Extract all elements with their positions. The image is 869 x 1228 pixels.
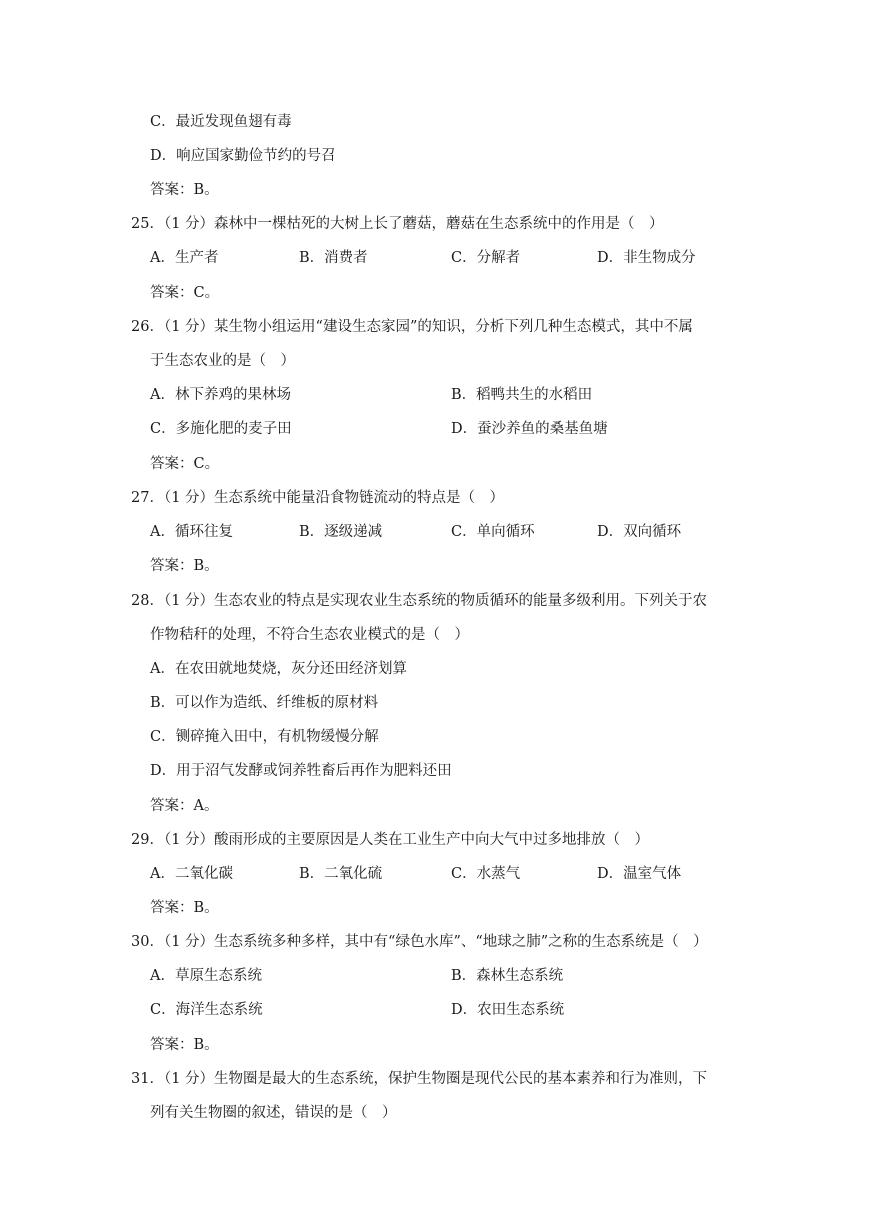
question-27-option-b: B．逐级递减 (299, 524, 383, 540)
question-28-option-c: C．铡碎掩入田中，有机物缓慢分解 (150, 729, 379, 745)
answer-25: 答案：C。 (150, 285, 220, 301)
question-30-option-b: B．森林生态系统 (451, 968, 564, 984)
question-24-option-d: D．响应国家勤俭节约的号召 (150, 148, 336, 164)
question-27-option-d: D．双向循环 (597, 524, 682, 540)
question-29-option-c: C．水蒸气 (451, 866, 521, 882)
question-27-stem: 27．（1 分）生态系统中能量沿食物链流动的特点是（ ） (131, 490, 505, 506)
question-26-option-b: B．稻鸭共生的水稻田 (451, 387, 593, 403)
question-28-option-a: A．在农田就地焚烧，灰分还田经济划算 (150, 661, 407, 677)
question-31-stem: 31．（1 分）生物圈是最大的生态系统，保护生物圈是现代公民的基本素养和行为准则，下 (131, 1071, 708, 1087)
question-31-stem-continued: 列有关生物圈的叙述，错误的是（ ） (150, 1105, 397, 1121)
question-25-stem: 25．（1 分）森林中一棵枯死的大树上长了蘑菇，蘑菇在生态系统中的作用是（ ） (131, 216, 664, 232)
question-25-option-c: C．分解者 (451, 250, 521, 266)
question-30-option-c: C．海洋生态系统 (150, 1002, 263, 1018)
answer-30: 答案：B。 (150, 1037, 219, 1053)
question-28-option-d: D．用于沼气发酵或饲养牲畜后再作为肥料还田 (150, 763, 452, 779)
question-25-option-a: A．生产者 (150, 250, 219, 266)
question-27-option-a: A．循环往复 (150, 524, 233, 540)
answer-27: 答案：B。 (150, 558, 219, 574)
question-28-stem-continued: 作物秸秆的处理，不符合生态农业模式的是（ ） (150, 627, 469, 643)
question-26-stem: 26．（1 分）某生物小组运用“建设生态家园”的知识，分析下列几种生态模式，其中不属 (131, 319, 693, 335)
question-29-stem: 29．（1 分）酸雨形成的主要原因是人类在工业生产中向大气中过多地排放（ ） (131, 832, 650, 848)
question-30-option-a: A．草原生态系统 (150, 968, 262, 984)
question-28-stem: 28．（1 分）生态农业的特点是实现农业生态系统的物质循环的能量多级利用。下列关于农 (131, 593, 708, 609)
question-26-option-a: A．林下养鸡的果林场 (150, 387, 291, 403)
question-29-option-b: B．二氧化硫 (299, 866, 383, 882)
answer-28: 答案：A。 (150, 798, 219, 814)
question-29-option-a: A．二氧化碳 (150, 866, 233, 882)
answer-29: 答案：B。 (150, 900, 219, 916)
question-26-option-d: D．蚕沙养鱼的桑基鱼塘 (451, 421, 608, 437)
answer-24: 答案：B。 (150, 182, 219, 198)
question-29-option-d: D．温室气体 (597, 866, 682, 882)
answer-26: 答案：C。 (150, 456, 220, 472)
question-26-stem-continued: 于生态农业的是（ ） (150, 353, 295, 369)
question-27-option-c: C．单向循环 (451, 524, 535, 540)
question-30-stem: 30．（1 分）生态系统多种多样，其中有“绿色水库”、“地球之肺”之称的生态系统是（ ） (131, 934, 708, 950)
question-30-option-d: D．农田生态系统 (451, 1002, 565, 1018)
question-24-option-c: C．最近发现鱼翅有毒 (150, 114, 292, 130)
question-26-option-c: C．多施化肥的麦子田 (150, 421, 292, 437)
question-28-option-b: B．可以作为造纸、纤维板的原材料 (150, 695, 379, 711)
question-25-option-b: B．消费者 (299, 250, 368, 266)
question-25-option-d: D．非生物成分 (597, 250, 696, 266)
